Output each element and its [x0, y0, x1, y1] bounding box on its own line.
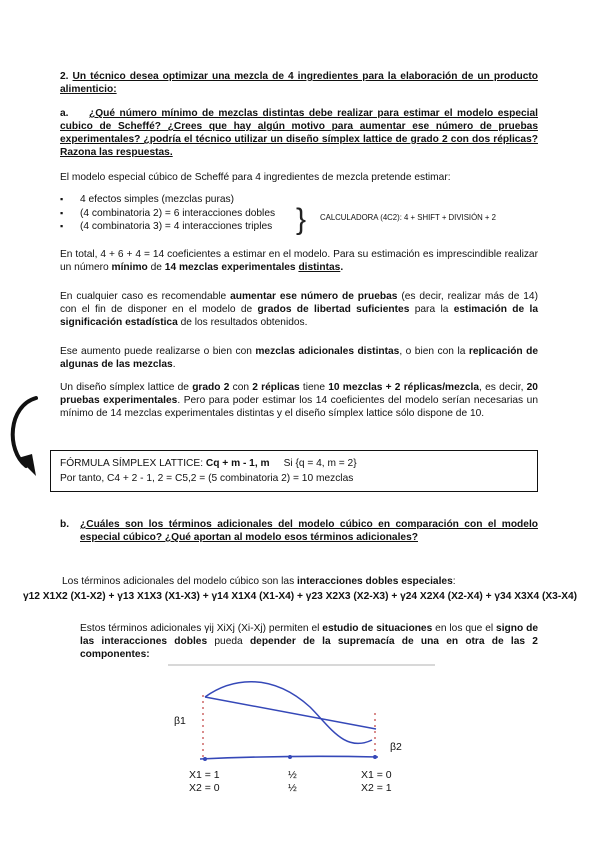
diagonal-line	[205, 697, 376, 729]
bold-span: grado 2	[192, 382, 230, 393]
formula-expression: Cq + m - 1, m	[205, 458, 270, 469]
bold-span: 20 pruebas experimentales	[60, 382, 538, 406]
text-span: (es decir, realizar más de 14) con el fin de disponer en el modelo de	[60, 291, 538, 315]
paragraph-simplex	[60, 381, 538, 420]
list-item: ▪ 4 efectos simples (mezclas puras)	[60, 193, 275, 207]
paragraph-total	[60, 248, 538, 274]
text-span: de	[147, 262, 165, 273]
question-b-label: b.	[60, 519, 70, 530]
curved-arrow-icon	[2, 392, 42, 482]
bold-span: mezclas adicionales distintas	[255, 346, 400, 357]
bold-span: distintas	[298, 262, 341, 273]
point-mid	[288, 755, 292, 759]
interaction-sketch	[0, 655, 600, 785]
text-span: .	[172, 359, 176, 370]
list-item: ▪ (4 combinatoria 3) = 4 interacciones triples	[60, 220, 275, 234]
calculator-note: CALCULADORA (4C2): 4 + SHIFT + DIVISIÓN + 2	[320, 213, 496, 222]
question-a-label: a.	[60, 108, 69, 119]
text-span: :	[452, 576, 456, 587]
text-span: de los resultados obtenidos.	[177, 317, 308, 328]
question-b	[60, 518, 538, 544]
bold-span: 2 réplicas	[252, 382, 300, 393]
bold-span: grados de libertad suficientes	[257, 304, 410, 315]
text-span: tiene	[299, 382, 329, 393]
right-x1-label: X1 = 0	[361, 769, 392, 781]
question-2-text: Un técnico desea optimizar una mezcla de 4 ingredientes para la elaboración de un producto alimenticio:	[60, 71, 538, 95]
bold-span: mínimo	[111, 262, 148, 273]
bold-span: depender de la supremacía de una en otra de las 2 componentes:	[80, 636, 538, 660]
bold-span: estimación de la significación estadística	[60, 304, 538, 328]
question-b-text: ¿Cuáles son los términos adicionales del modelo cúbico en comparación con el modelo especial cúbico? ¿Qué aportan al modelo esos términos adicionales?	[80, 519, 538, 543]
text-span: Ese aumento puede realizarse o bien con	[60, 346, 256, 357]
text-span: , es decir,	[479, 382, 527, 393]
text-span: , o bien con la	[399, 346, 469, 357]
text-span: en los que el	[432, 623, 497, 634]
bold-span: 10 mezclas + 2 réplicas/mezcla	[328, 382, 480, 393]
text-span: para la	[409, 304, 454, 315]
left-x2-label: X2 = 0	[189, 782, 220, 794]
point-left	[203, 757, 207, 761]
question-a	[60, 107, 538, 159]
brace-icon: }	[296, 203, 307, 236]
formula-condition: Si {q = 4, m = 2}	[283, 458, 357, 469]
list-item: ▪ (4 combinatoria 2) = 6 interacciones dobles	[60, 207, 275, 221]
question-2	[60, 70, 538, 96]
cubic-terms-formula: γ12 X1X2 (X1-X2) + γ13 X1X3 (X1-X3) + γ14 X1X4 (X1-X4) + γ23 X2X3 (X2-X3) + γ24 X2X4 (X2-X4) + γ34 X3X4 (X3-X4)	[22, 591, 578, 602]
text-span: Estos términos adicionales γij XiXj (Xi-Xj) permiten el	[80, 623, 323, 634]
text-span: Un diseño símplex lattice de	[60, 382, 193, 393]
beta1-label: β1	[174, 715, 186, 727]
text-span: En total, 4 + 6 + 4 = 14 coeficientes a estimar en el modelo. Para su estimación es imprescindible realizar un número	[60, 249, 538, 273]
paragraph-aumentar	[60, 290, 538, 329]
right-x2-label: X2 = 1	[361, 782, 392, 794]
bold-span: replicación de algunas de las mezclas	[60, 346, 539, 370]
bold-span: estudio de situaciones	[322, 623, 433, 634]
bold-span: interacciones dobles especiales	[297, 576, 453, 587]
text-span: pueda	[207, 636, 250, 647]
text-span: con	[229, 382, 253, 393]
mid-x1-label: ½	[288, 769, 297, 781]
bold-span: aumentar ese número de pruebas	[230, 291, 398, 302]
terms-intro	[62, 575, 540, 588]
paragraph-aumento	[60, 345, 538, 371]
bold-span: 14 mezclas experimentales	[164, 262, 299, 273]
question-a-text: ¿Qué número mínimo de mezclas distintas debe realizar para estimar el modelo especial cubico de Scheffé? ¿Crees que hay algún motivo para aumentar ese número de pruebas experimentales? ¿podría el técnico utilizar un diseño símplex lattice de grado 2 con dos réplicas? Razona las respuestas.	[60, 108, 538, 158]
formula-line-2: Por tanto, C4 + 2 - 1, 2 = C5,2 = (5 combinatoria 2) = 10 mezclas	[60, 473, 354, 484]
formula-prefix: FÓRMULA SÍMPLEX LATTICE:	[60, 458, 206, 469]
text-span: En cualquier caso es recomendable	[60, 291, 231, 302]
effects-list	[60, 193, 275, 234]
intro-text: El modelo especial cúbico de Scheffé para 4 ingredientes de mezcla pretende estimar:	[60, 172, 451, 183]
text-span: .	[340, 262, 344, 273]
mid-x2-label: ½	[288, 782, 297, 794]
point-right	[373, 755, 377, 759]
formula-box	[50, 450, 538, 492]
text-span: Los términos adicionales del modelo cúbico son las	[62, 576, 298, 587]
beta2-label: β2	[390, 741, 402, 753]
text-span: . Pero para poder estimar los 14 coeficientes del modelo serían necesarias un mínimo de 14 mezclas experimentales distintas y el diseño símplex lattice sólo dispone de 10.	[60, 395, 538, 419]
bold-span: signo de las interacciones dobles	[80, 623, 538, 647]
left-x1-label: X1 = 1	[189, 769, 220, 781]
formula-line-1	[60, 458, 357, 469]
question-number: 2.	[60, 71, 69, 82]
